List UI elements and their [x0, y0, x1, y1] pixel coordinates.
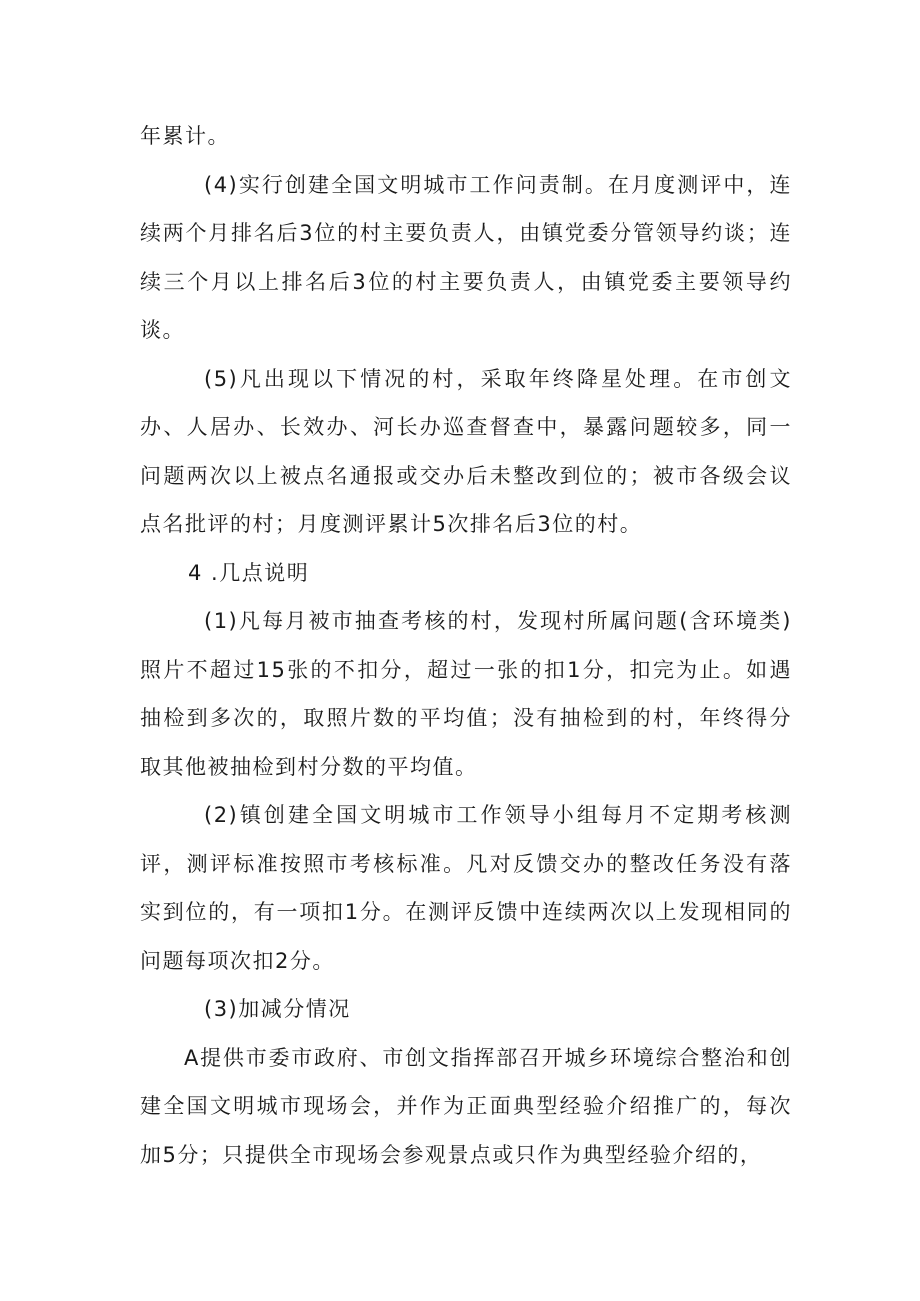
document-page — [140, 112, 792, 1179]
paragraph-item-4: (4)实行创建全国文明城市工作问责制。在月度测评中，连续两个月排名后3位的村主要负责人，由镇党委分管领导约谈；连续三个月以上排名后3位的村主要负责人，由镇党委主要领导约谈。 — [140, 172, 792, 342]
paragraph-note-1: (1)凡每月被市抽查考核的村，发现村所属问题(含环境类)照片不超过15张的不扣分，超过一张的扣1分，扣完为止。如遇抽检到多次的，取照片数的平均值；没有抽检到的村，年终得分取其他被抽检到村分数的平均值。 — [140, 609, 792, 779]
paragraph-continuation: 年累计。 — [140, 124, 230, 148]
paragraph-note-3-title: (3)加减分情况 — [204, 997, 351, 1021]
paragraph-item-5: (5)凡出现以下情况的村，采取年终降星处理。在市创文办、人居办、长效办、河长办巡查督查中，暴露问题较多，同一问题两次以上被点名通报或交办后未整改到位的；被市各级会议点名批评的村；月度测评累计5次排名后3位的村。 — [140, 366, 792, 536]
paragraph-note-2: (2)镇创建全国文明城市工作领导小组每月不定期考核测评，测评标准按照市考核标准。凡对反馈交办的整改任务没有落实到位的，有一项扣1分。在测评反馈中连续两次以上发现相同的问题每项次扣2分。 — [140, 803, 792, 973]
paragraph-note-3-a: A提供市委市政府、市创文指挥部召开城乡环境综合整治和创建全国文明城市现场会，并作为正面典型经验介绍推广的，每次加5分；只提供全市现场会参观景点或只作为典型经验介绍的， — [140, 1045, 792, 1167]
section-heading-4: 4 .几点说明 — [188, 560, 310, 585]
